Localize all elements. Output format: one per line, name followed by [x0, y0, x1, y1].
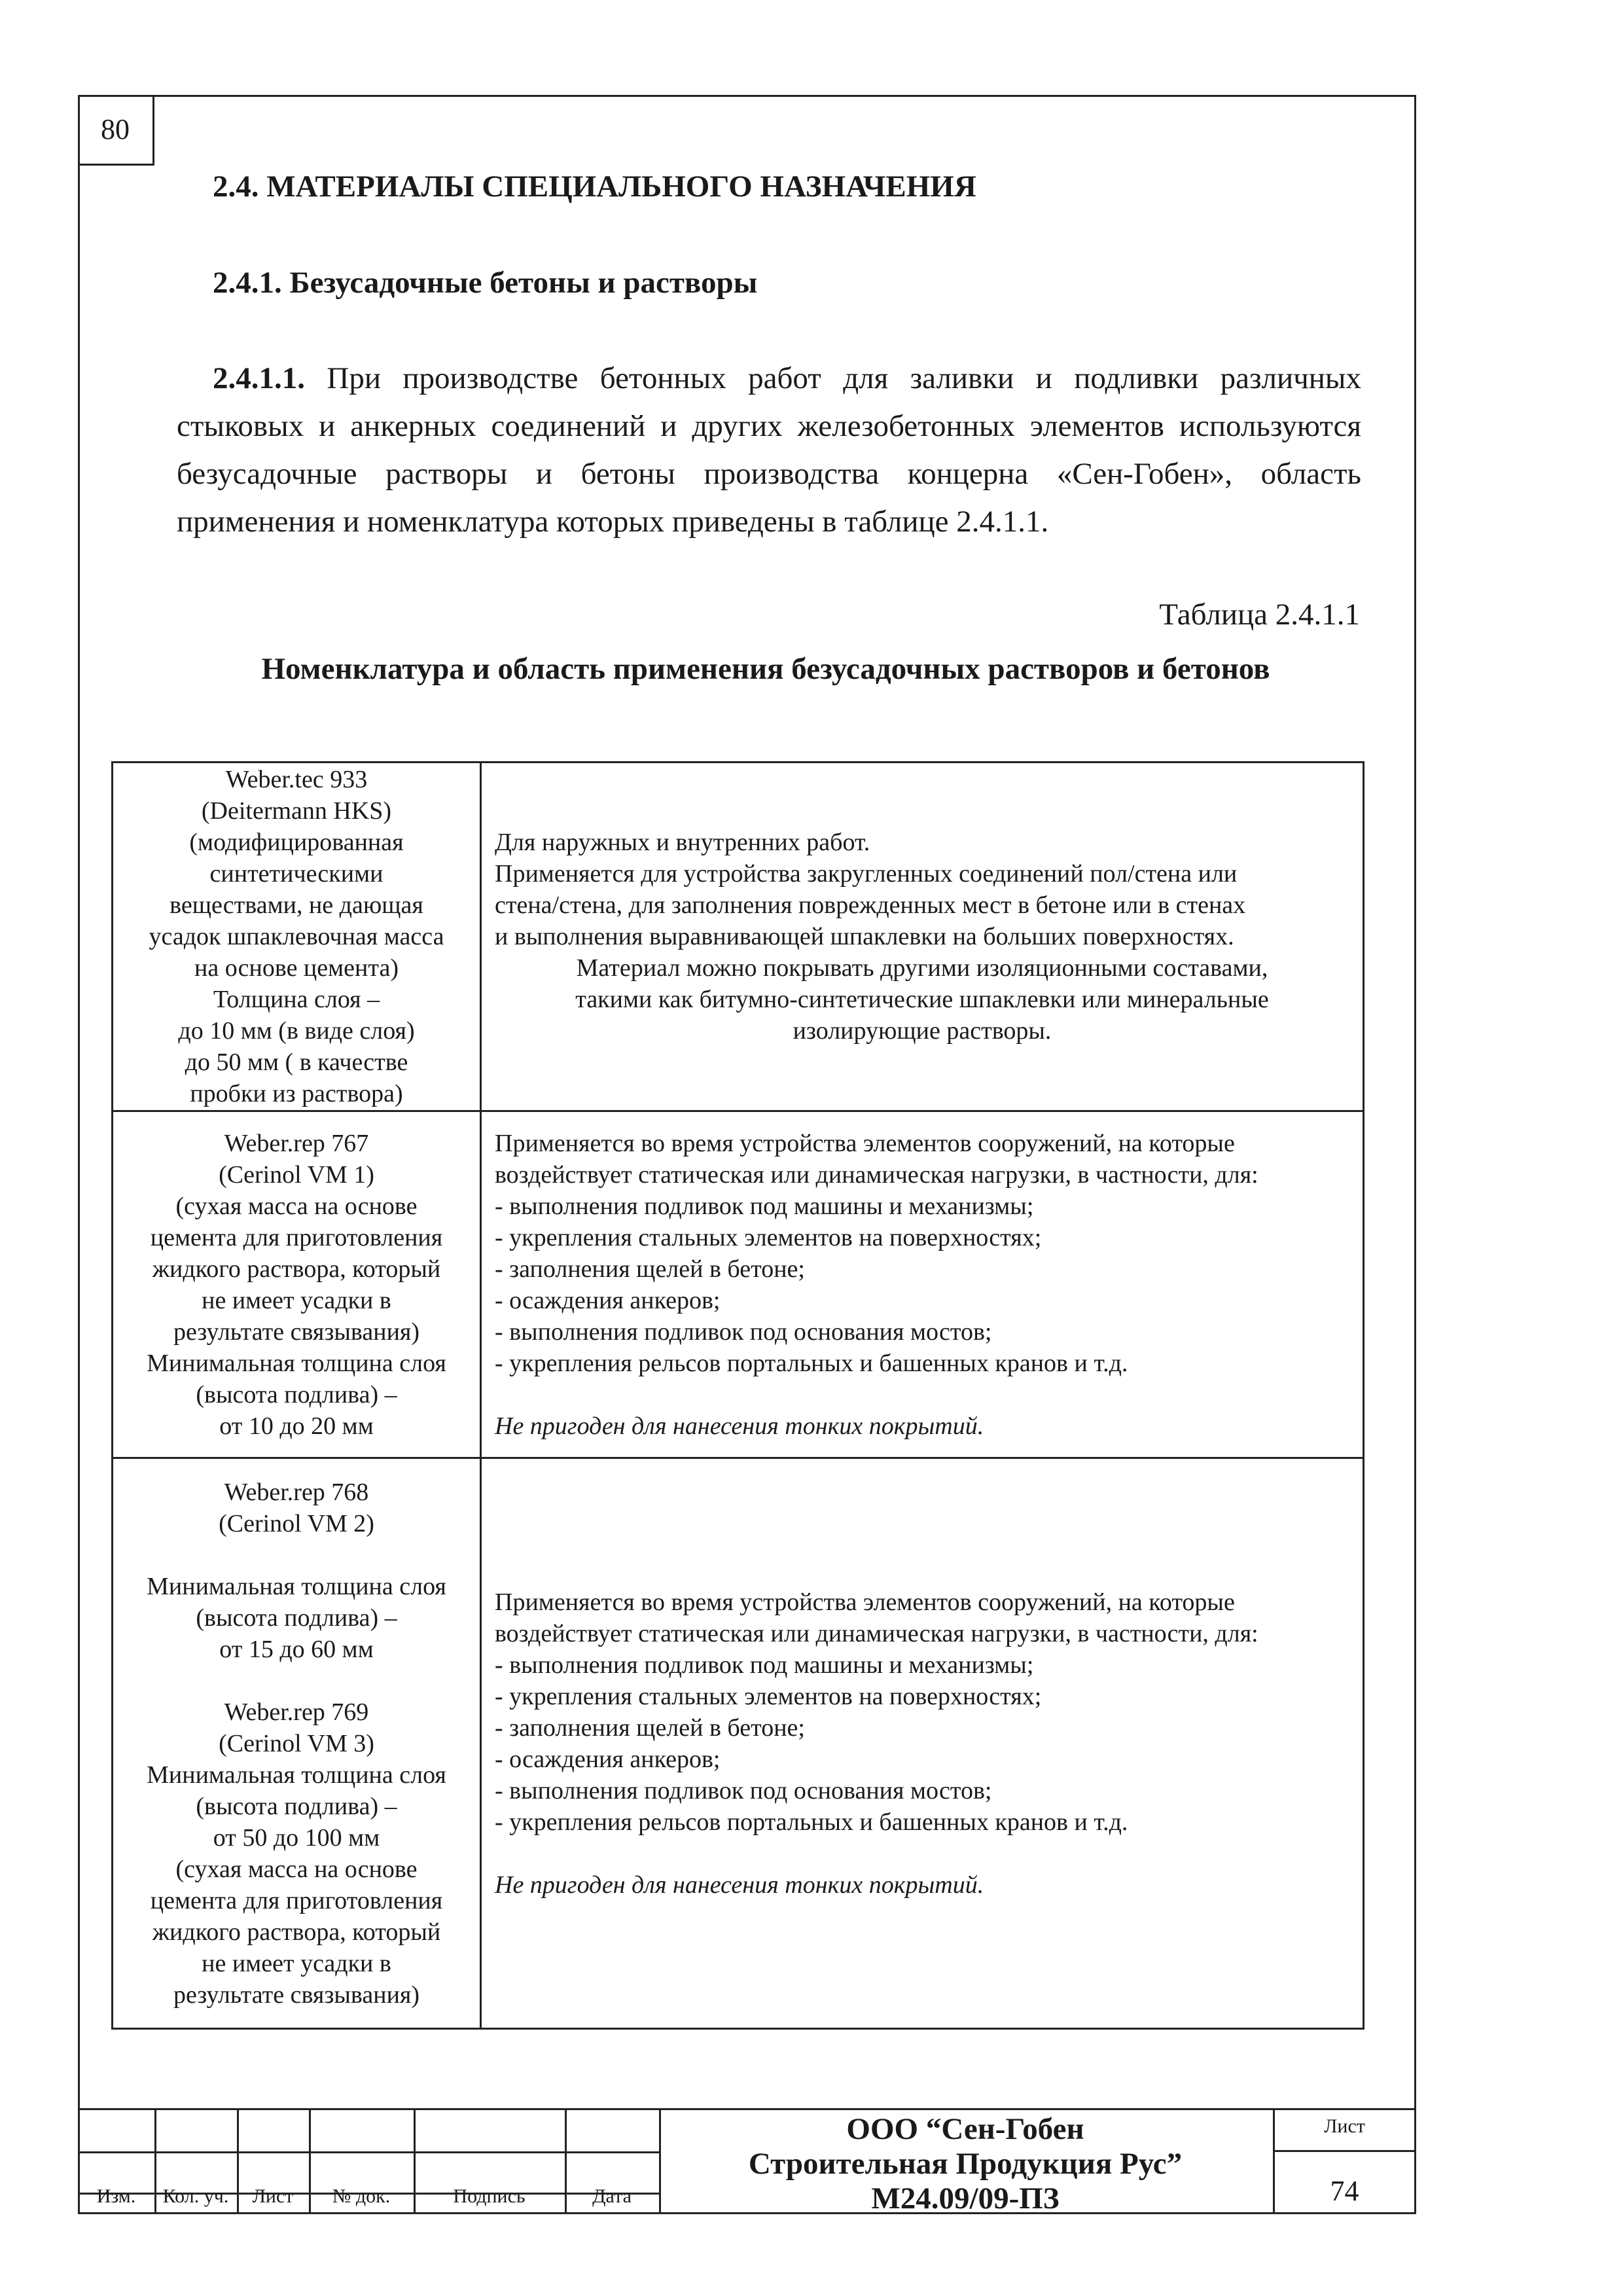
table-cell-product [113, 1111, 481, 1458]
cell-line: - укрепления стальных элементов на поверхностях; [495, 1682, 1042, 1710]
cell-line: Weber.rep 769 [224, 1698, 369, 1726]
cell-line: (сухая масса на основе [175, 1192, 418, 1220]
cell-line: (Cerinol VM 2) [219, 1509, 374, 1537]
titleblock-col-date: Дата [592, 2185, 632, 2207]
cell-line: (Cerinol VM 1) [219, 1160, 374, 1189]
cell-line: (высота подлива) – [196, 1792, 397, 1820]
cell-line: от 15 до 60 мм [219, 1635, 374, 1663]
cell-line: воздействует статическая или динамическая нагрузки, в частности, для: [495, 1160, 1258, 1189]
cell-line: - осаждения анкеров; [495, 1286, 721, 1314]
cell-line: не имеет усадки в [202, 1949, 391, 1977]
cell-line: жидкого раствора, который [152, 1255, 441, 1283]
sheet-number: 74 [1330, 2175, 1359, 2207]
org-line: Строительная Продукция Рус” [748, 2147, 1183, 2181]
paragraph-number: 2.4.1.1. [213, 361, 305, 395]
titleblock-col-kol: Кол. уч. [162, 2185, 229, 2207]
titleblock-col-izm: Изм. [96, 2185, 136, 2207]
cell-line: (высота подлива) – [196, 1380, 397, 1408]
cell-line: Применяется во время устройства элементов сооружений, на которые [495, 1588, 1235, 1616]
cell-line: Weber.tec 933 [225, 766, 368, 793]
cell-line: цемента для приготовления [150, 1223, 443, 1251]
table-row [113, 762, 1364, 1111]
cell-line: усадок шпаклевочная масса [149, 923, 444, 950]
cell-line: до 10 мм (в виде слоя) [178, 1017, 415, 1045]
cell-line: (модифицированная [189, 829, 404, 856]
table-cell-product [113, 762, 481, 1111]
table-cell-product [113, 1458, 481, 2029]
cell-line: - выполнения подливок под основания мостов; [495, 1318, 992, 1346]
materials-table [111, 761, 1364, 2030]
org-line: ООО “Сен-Гобен [846, 2112, 1084, 2146]
cell-line: такими как битумно-синтетические шпаклевки или минеральные [575, 986, 1269, 1013]
cell-line: изолирующие растворы. [793, 1017, 1052, 1045]
table-cell-description [481, 762, 1364, 1111]
cell-line: (Deitermann HKS) [201, 797, 392, 825]
table-row [113, 1458, 1364, 2029]
section-heading: 2.4. МАТЕРИАЛЫ СПЕЦИАЛЬНОГО НАЗНАЧЕНИЯ [213, 170, 976, 204]
cell-line: не имеет усадки в [202, 1286, 391, 1314]
cell-line: и выполнения выравнивающей шпаклевки на больших поверхностях. [495, 923, 1234, 950]
cell-line: Минимальная толщина слоя [147, 1572, 446, 1600]
page-number: 80 [78, 95, 154, 166]
cell-line: Применяется для устройства закругленных соединений пол/стена или [495, 860, 1238, 888]
cell-line: - выполнения подливок под машины и механизмы; [495, 1651, 1034, 1679]
cell-line: Weber.rep 768 [224, 1478, 369, 1506]
table-row [113, 1111, 1364, 1458]
cell-line: результате связывания) [173, 1981, 420, 2009]
cell-line: от 50 до 100 мм [213, 1823, 380, 1852]
note-text: Не пригоден для нанесения тонких покрытий. [495, 1871, 984, 1899]
cell-line: результате связывания) [173, 1318, 420, 1346]
cell-line: до 50 мм ( в качестве [185, 1049, 408, 1076]
organization-name [661, 2112, 1270, 2216]
note-text: Не пригоден для нанесения тонких покрытий. [495, 1412, 984, 1440]
cell-line: - укрепления стальных элементов на поверхностях; [495, 1223, 1042, 1251]
cell-line: - укрепления рельсов портальных и башенных кранов и т.д. [495, 1808, 1128, 1836]
titleblock-col-list: Лист [252, 2185, 294, 2207]
table-title: Номенклатура и область применения безусадочных растворов и бетонов [261, 652, 1270, 686]
cell-line: пробки из раствора) [190, 1080, 403, 1107]
cell-line: цемента для приготовления [150, 1886, 443, 1914]
cell-line: - осаждения анкеров; [495, 1745, 721, 1773]
cell-line: - заполнения щелей в бетоне; [495, 1255, 805, 1283]
cell-line: Weber.rep 767 [224, 1129, 369, 1157]
cell-line: Минимальная толщина слоя [147, 1349, 446, 1377]
cell-line: Применяется во время устройства элементов сооружений, на которые [495, 1129, 1235, 1157]
cell-line: (сухая масса на основе [175, 1855, 418, 1883]
cell-line: - укрепления рельсов портальных и башенных кранов и т.д. [495, 1349, 1128, 1377]
cell-line: - выполнения подливок под машины и механизмы; [495, 1192, 1034, 1220]
titleblock-col-sign: Подпись [453, 2185, 526, 2207]
cell-line: - выполнения подливок под основания мостов; [495, 1776, 992, 1804]
cell-line: Материал можно покрывать другими изоляционными составами, [576, 954, 1268, 982]
cell-line: Для наружных и внутренних работ. [495, 829, 870, 856]
table-cell-description [481, 1458, 1364, 2029]
cell-line: стена/стена, для заполнения поврежденных мест в бетоне или в стенах [495, 891, 1246, 919]
subsection-heading: 2.4.1. Безусадочные бетоны и растворы [213, 266, 758, 300]
cell-line: Минимальная толщина слоя [147, 1761, 446, 1789]
table-label: Таблица 2.4.1.1 [1159, 598, 1360, 632]
document-code: М24.09/09-ПЗ [871, 2181, 1060, 2215]
cell-line: синтетическими [209, 860, 383, 888]
cell-line: воздействует статическая или динамическая нагрузки, в частности, для: [495, 1619, 1258, 1647]
table-cell-description [481, 1111, 1364, 1458]
sheet-label: Лист [1324, 2115, 1365, 2137]
cell-line: жидкого раствора, который [152, 1918, 441, 1946]
cell-line: - заполнения щелей в бетоне; [495, 1713, 805, 1742]
cell-line: веществами, не дающая [169, 891, 423, 919]
cell-line: (Cerinol VM 3) [219, 1729, 374, 1757]
body-paragraph [177, 355, 1361, 546]
paragraph-text: При производстве бетонных работ для заливки и подливки различных стыковых и анкерных соединений и других железобетонных элементов используются безусадочные растворы и бетоны производства концерна «Сен-Гобен», область применения и номенклатура которых приведены в таблице 2.4.1.1. [177, 361, 1361, 539]
cell-line: от 10 до 20 мм [219, 1412, 374, 1440]
cell-line: (высота подлива) – [196, 1604, 397, 1632]
titleblock-col-doc: № док. [332, 2185, 391, 2207]
cell-line: Толщина слоя – [213, 986, 380, 1013]
cell-line: на основе цемента) [194, 954, 399, 982]
